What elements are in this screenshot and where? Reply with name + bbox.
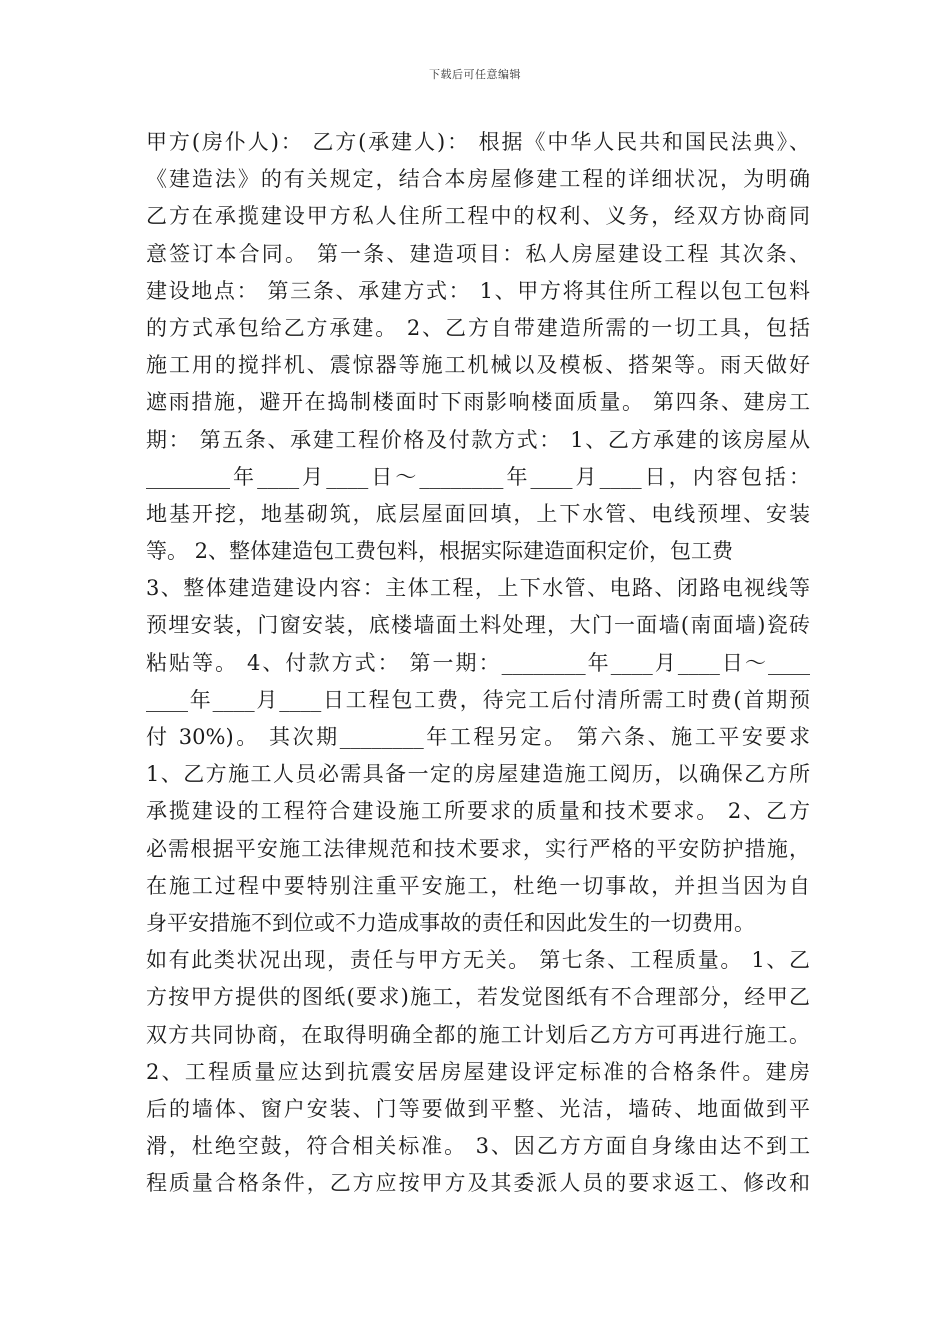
text-line: 甲方(房仆人)： 乙方(承建人)： 根据《中华人民共和国民法典》、 bbox=[146, 130, 810, 154]
text-line: 1、乙方施工人员必需具备一定的房屋建造施工阅历，以确保乙方所 bbox=[146, 762, 810, 787]
text-line: 方按甲方提供的图纸(要求)施工，若发觉图纸有不合理部分，经甲乙 bbox=[146, 985, 810, 1010]
text-line: 《建造法》的有关规定，结合本房屋修建工程的详细状况，为明确 bbox=[146, 167, 810, 192]
text-line: 如有此类状况出现，责任与甲方无关。 第七条、工程质量。 1、乙 bbox=[146, 948, 810, 973]
text-line: ________年____月____日～________年____月____日，内容包括： bbox=[146, 464, 810, 489]
text-line: 等。 2、整体建造包工费包料，根据实际建造面积定价，包工费 bbox=[146, 539, 734, 564]
text-line: 承揽建设的工程符合建设施工所要求的质量和技术要求。 2、乙方 bbox=[146, 799, 810, 824]
text-line: 双方共同协商，在取得明确全都的施工计划后乙方方可再进行施工。 bbox=[146, 1022, 810, 1047]
text-line: 粘贴等。 4、付款方式： 第一期：________年____月____日～____ bbox=[146, 650, 810, 675]
text-line: 的方式承包给乙方承建。 2、乙方自带建造所需的一切工具，包括 bbox=[146, 315, 810, 340]
text-line: 滑，杜绝空鼓，符合相关标准。 3、因乙方方面自身缘由达不到工 bbox=[146, 1134, 810, 1159]
text-line: 必需根据平安施工法律规范和技术要求，实行严格的平安防护措施， bbox=[146, 836, 810, 861]
text-line: 3、整体建造建设内容：主体工程，上下水管、电路、闭路电视线等 bbox=[146, 576, 810, 601]
text-line: 身平安措施不到位或不力造成事故的责任和因此发生的一切费用。 bbox=[146, 910, 755, 935]
text-line: 遮雨措施，避开在捣制楼面时下雨影响楼面质量。 第四条、建房工 bbox=[146, 390, 810, 415]
text-line: 意签订本合同。 第一条、建造项目：私人房屋建设工程 其次条、 bbox=[146, 241, 810, 266]
text-line: 乙方在承揽建设甲方私人住所工程中的权利、义务，经双方协商同 bbox=[146, 204, 810, 229]
text-line: 施工用的搅拌机、震惊器等施工机械以及模板、搭架等。雨天做好 bbox=[146, 353, 810, 378]
text-line: 地基开挖，地基砌筑，底层屋面回填，上下水管、电线预埋、安装 bbox=[146, 501, 810, 526]
text-line: 在施工过程中要特别注重平安施工，杜绝一切事故，并担当因为自 bbox=[146, 873, 810, 898]
text-line: 程质量合格条件，乙方应按甲方及其委派人员的要求返工、修改和 bbox=[146, 1171, 810, 1196]
text-line: ____年____月____日工程包工费，待完工后付清所需工时费(首期预 bbox=[146, 687, 810, 712]
text-line: 期： 第五条、承建工程价格及付款方式： 1、乙方承建的该房屋从 bbox=[146, 427, 810, 452]
text-line: 建设地点： 第三条、承建方式： 1、甲方将其住所工程以包工包料 bbox=[146, 278, 810, 303]
contract-body bbox=[146, 124, 810, 1202]
text-line: 预埋安装，门窗安装，底楼墙面土料处理，大门一面墙(南面墙)瓷砖 bbox=[146, 613, 810, 638]
text-line: 后的墙体、窗户安装、门等要做到平整、光洁，墙砖、地面做到平 bbox=[146, 1096, 810, 1121]
page-header: 下载后可任意编辑 bbox=[429, 68, 521, 81]
text-line: 2、工程质量应达到抗震安居房屋建设评定标准的合格条件。建房 bbox=[146, 1059, 810, 1084]
text-line: 付 30%)。 其次期________年工程另定。 第六条、施工平安要求 bbox=[146, 725, 810, 749]
